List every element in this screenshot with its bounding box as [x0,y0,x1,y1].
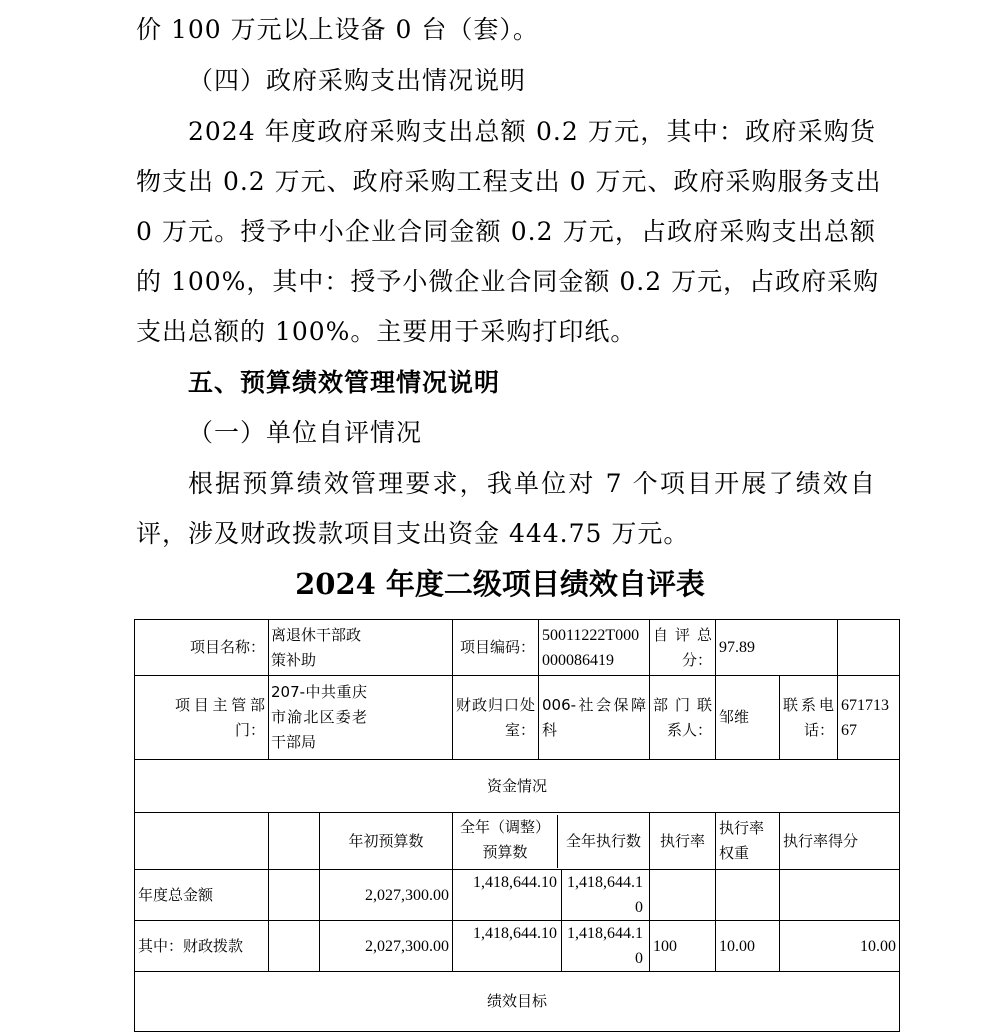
table-row [135,676,900,760]
rate-cell [650,870,716,921]
amount-split [453,921,649,971]
col-header: 全年执行数 [557,815,649,868]
table-row [135,921,900,972]
project-name-label: 项目名称： [135,620,269,676]
empty-cell [269,921,320,972]
col-header: 全年（调整）预算数 [459,817,550,861]
col-header: 年初预算数 [320,813,453,870]
funds-header: 资金情况 [135,760,900,813]
finance-value: 006-社会保障科 [539,676,650,760]
amount-split [453,870,649,920]
adjusted-cell: 1,418,644.10 [473,874,557,891]
weight-cell [716,870,780,921]
dept-label-text: 项目主管部门： [175,695,265,739]
project-code-label: 项目编码： [453,620,539,676]
chapter-heading: 五、预算绩效管理情况说明 [188,368,501,397]
empty-cell [269,870,320,921]
empty-cell [135,813,269,870]
text-line: 0 万元。授予中小企业合同金额 0.2 万元，占政府采购支出总额 [136,217,876,246]
score-cell: 10.00 [780,921,900,972]
row-label: 年度总金额 [135,870,269,921]
col-header-adjusted [453,813,650,870]
project-name-value [269,620,453,676]
adjusted-executed-cell [453,870,650,921]
section-heading: （四）政府采购支出情况说明 [188,66,527,95]
phone-wrap [841,693,896,743]
rate-cell: 100 [650,921,716,972]
weight-cell: 10.00 [716,921,780,972]
table-row [135,972,900,1032]
adjusted-cell: 1,418,644.10 [473,925,557,942]
executed-cell: 1,418,644.10 [561,870,649,920]
contact-label: 部门联系人： [650,676,716,760]
text-line: 的 100%，其中：授予小微企业合同金额 0.2 万元，占政府采购 [136,267,880,296]
project-code-value: 50011222T000000086419 [539,620,650,676]
col-header: 执行率 [650,813,716,870]
text-line: 价 100 万元以上设备 0 台（套）。 [136,15,539,44]
score-cell [780,870,900,921]
col-header: 执行率得分 [780,813,900,870]
row-label: 其中：财政拨款 [135,921,269,972]
performance-table [134,619,900,1032]
initial-cell: 2,027,300.00 [320,870,453,921]
table-row [135,620,900,676]
table-row [135,813,900,870]
text-line: 2024 年度政府采购支出总额 0.2 万元，其中：政府采购货 [188,117,876,146]
text-line: 支出总额的 100%。主要用于采购打印纸。 [136,317,637,346]
empty-cell [838,620,900,676]
table-row [135,870,900,921]
project-name-text: 离退休干部政策补助 [271,625,362,669]
dept-text: 207-中共重庆市渝北区委老干部局 [271,683,367,751]
executed-cell: 1,418,644.10 [561,921,649,971]
text-line: 物支出 0.2 万元、政府采购工程支出 0 万元、政府采购服务支出 [136,167,882,196]
self-score-value: 97.89 [716,620,838,676]
phone-label: 联系电话： [780,676,838,760]
finance-label: 财政归口处室： [453,676,539,760]
self-score-label: 自评总分： [650,620,716,676]
empty-cell [269,813,320,870]
initial-cell: 2,027,300.00 [320,921,453,972]
text-line: 评，涉及财政拨款项目支出资金 444.75 万元。 [136,519,690,548]
goals-header: 绩效目标 [135,972,900,1032]
dept-label [135,676,269,760]
text-line: 根据预算绩效管理要求，我单位对 7 个项目开展了绩效自 [188,469,876,498]
table-title: 2024 年度二级项目绩效自评表 [295,567,705,601]
col-header: 执行率权重 [716,813,780,870]
contact-value: 邹维 [716,676,780,760]
phone-text: 67171367 [841,696,889,739]
adjusted-executed-cell [453,921,650,972]
col-header-split [453,815,649,868]
phone-value [838,676,900,760]
section-heading: （一）单位自评情况 [188,418,423,447]
dept-value [269,676,453,760]
table-row [135,760,900,813]
